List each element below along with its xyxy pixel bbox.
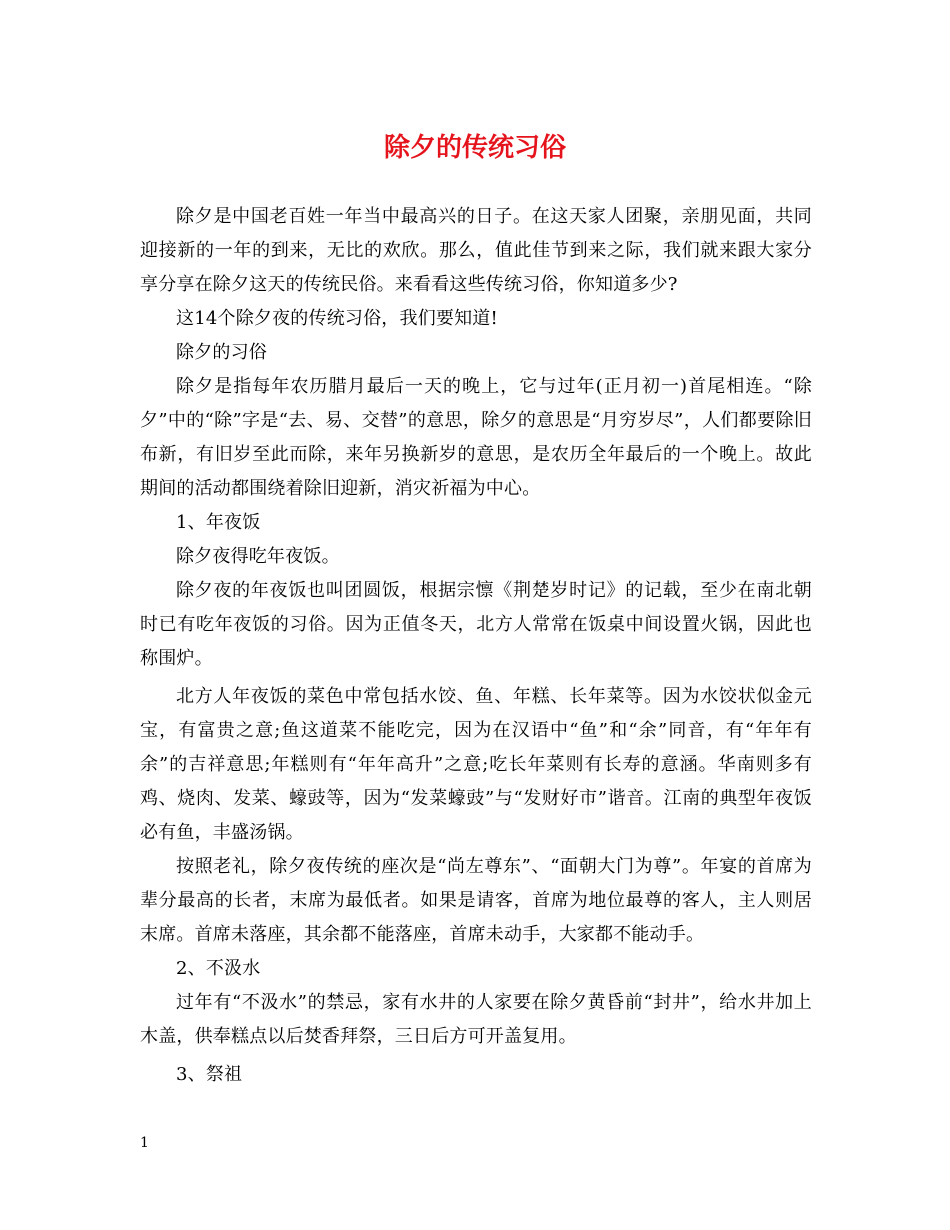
paragraph-subtitle: 这14个除夕夜的传统习俗，我们要知道! [176,308,498,329]
document-body [140,200,812,1092]
page-number: 1 [140,1135,149,1151]
section-heading-3: 3、祭祖 [176,1064,243,1085]
paragraph-dinner-history: 除夕夜的年夜饭也叫团圆饭，根据宗懔《荆楚岁时记》的记载，至少在南北朝时已有吃年夜饭的习俗。因为正值冬天，北方人常常在饭桌中间设置火锅，因此也称围炉。 [140,580,812,669]
paragraph-definition: 除夕是指每年农历腊月最后一天的晚上，它与过年(正月初一)首尾相连。“除夕”中的“除”字是“去、易、交替”的意思，除夕的意思是“月穷岁尽”，人们都要除旧布新，有旧岁至此而除，来年另换新岁的意思，是农历全年最后的一个晚上。故此期间的活动都围绕着除旧迎新，消灾祈福为中心。 [140,376,812,499]
paragraph-water: 过年有“不汲水”的禁忌，家有水井的人家要在除夕黄昏前“封井”，给水井加上木盖，供奉糕点以后焚香拜祭，三日后方可开盖复用。 [140,992,812,1047]
section-heading-customs: 除夕的习俗 [176,342,267,363]
paragraph-dinner-dishes: 北方人年夜饭的菜色中常包括水饺、鱼、年糕、长年菜等。因为水饺状似金元宝，有富贵之意;鱼这道菜不能吃完，因为在汉语中“鱼”和“余”同音，有“年年有余”的吉祥意思;年糕则有“年年高升”之意;吃长年菜则有长寿的意涵。华南则多有鸡、烧肉、发菜、蠔豉等，因为“发菜蠔豉”与“发财好市”谐音。江南的典型年夜饭必有鱼，丰盛汤锅。 [140,686,812,843]
paragraph-seating: 按照老礼，除夕夜传统的座次是“尚左尊东”、“面朝大门为尊”。年宴的首席为辈分最高的长者，末席为最低者。如果是请客，首席为地位最尊的客人，主人则居末席。首席未落座，其余都不能落座，首席未动手，大家都不能动手。 [140,856,812,945]
section-heading-1: 1、年夜饭 [176,512,261,533]
paragraph-intro: 除夕是中国老百姓一年当中最高兴的日子。在这天家人团聚，亲朋见面，共同迎接新的一年的到来，无比的欢欣。那么，值此佳节到来之际，我们就来跟大家分享分享在除夕这天的传统民俗。来看看这些传统习俗，你知道多少? [140,206,812,295]
paragraph-dinner-short: 除夕夜得吃年夜饭。 [176,546,340,567]
section-heading-2: 2、不汲水 [176,958,261,979]
document-title: 除夕的传统习俗 [383,133,566,163]
